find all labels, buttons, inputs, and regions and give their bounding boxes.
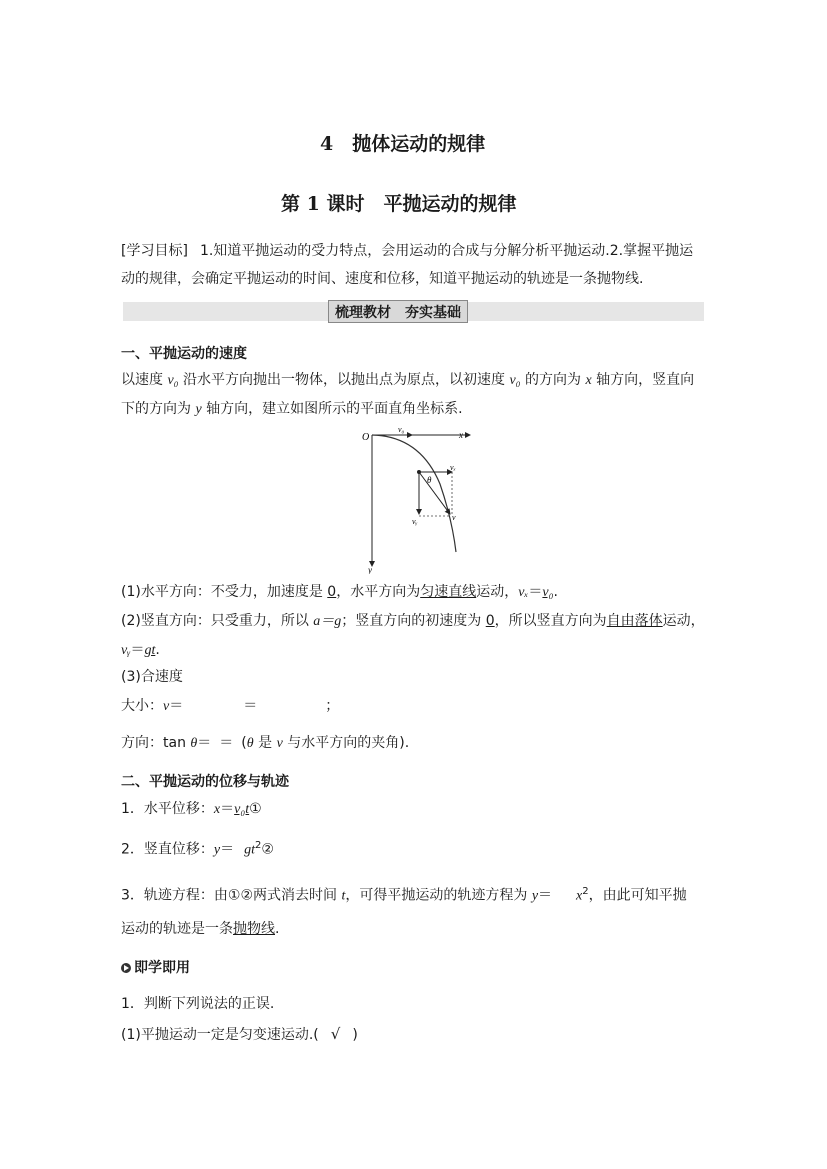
item-3: (3)合速度 bbox=[121, 669, 183, 685]
y-symbol: y bbox=[195, 402, 202, 417]
theta-label: θ bbox=[427, 475, 432, 485]
v-label: v bbox=[452, 513, 456, 522]
text: 下的方向为 bbox=[121, 401, 196, 417]
v0-symbol: v₀ bbox=[509, 373, 521, 388]
theta-symbol: θ bbox=[190, 736, 198, 751]
particle-point bbox=[417, 470, 421, 474]
text: (1)水平方向：不受力，加速度是 bbox=[121, 584, 328, 600]
text: 运动， bbox=[662, 613, 705, 629]
projectile-diagram bbox=[360, 424, 480, 574]
item-2-cont bbox=[121, 640, 160, 661]
text: . bbox=[275, 921, 280, 937]
equals: ＝ bbox=[538, 887, 553, 904]
practice-heading bbox=[121, 957, 190, 977]
item-1 bbox=[121, 582, 558, 603]
origin-label: O bbox=[362, 432, 370, 443]
objectives-line-2: 动的规律，会确定平抛运动的时间、速度和位移，知道平抛运动的轨迹是一条抛物线. bbox=[121, 271, 644, 287]
banner-box bbox=[328, 300, 468, 323]
banner-left: 梳理教材 bbox=[335, 304, 391, 321]
superscript: 2 bbox=[582, 886, 589, 897]
label: 大小： bbox=[121, 698, 163, 714]
theta-symbol: θ bbox=[246, 736, 254, 751]
lesson-title: 第 1 课时 平抛运动的规律 bbox=[281, 193, 517, 215]
vx-symbol: vₓ bbox=[518, 585, 529, 600]
answer-parabola: 抛物线 bbox=[233, 921, 275, 937]
y-label: y bbox=[368, 565, 372, 574]
answer-zero: 0 bbox=[485, 613, 495, 629]
equals: ＝ bbox=[130, 642, 145, 658]
equals: ＝ bbox=[220, 841, 235, 858]
x-symbol: x bbox=[585, 373, 592, 388]
text: 轴方向，建立如图所示的平面直角坐标系. bbox=[201, 401, 463, 417]
text: (2)竖直方向：只受重力，所以 bbox=[121, 613, 314, 629]
v-arrow bbox=[419, 472, 450, 514]
equals: ＝ bbox=[197, 735, 212, 751]
objectives-text-1: 1.知道平抛运动的受力特点，会用运动的合成与分解分析平抛运动.2.掌握平抛运 bbox=[199, 243, 694, 259]
trajectory-conclusion bbox=[121, 919, 279, 939]
trajectory-curve bbox=[372, 435, 456, 552]
play-circle-icon bbox=[121, 963, 131, 973]
answer-free-fall: 自由落体 bbox=[606, 613, 663, 629]
equals: ＝ bbox=[169, 698, 184, 714]
semicolon: ； bbox=[325, 698, 340, 714]
text: ，可得平抛运动的轨迹方程为 bbox=[345, 887, 532, 904]
text: 沿水平方向抛出一物体，以抛出点为原点，以初速度 bbox=[178, 372, 510, 388]
text: 运动的轨迹是一条 bbox=[121, 921, 233, 937]
objectives-line-1 bbox=[121, 241, 693, 261]
chapter-title: 4 抛体运动的规律 bbox=[320, 133, 486, 155]
eq-number-2: ② bbox=[261, 841, 274, 858]
answer-zero: 0 bbox=[327, 584, 337, 600]
practice-heading-text: 即学即用 bbox=[134, 960, 190, 976]
text: 是 bbox=[258, 735, 273, 751]
text: 轴方向，竖直向 bbox=[591, 372, 695, 388]
equals: ＝ bbox=[243, 698, 258, 714]
x-symbol: x bbox=[213, 802, 221, 817]
text: . bbox=[155, 642, 160, 658]
speed-direction bbox=[121, 733, 409, 754]
y-symbol: y bbox=[213, 842, 221, 858]
banner-right: 夯实基础 bbox=[405, 304, 461, 321]
speed-magnitude bbox=[121, 696, 339, 717]
answer-uniform-motion: 匀速直线 bbox=[420, 584, 477, 600]
label: 方向： bbox=[121, 735, 163, 751]
text: (1)平抛运动一定是匀变速运动.( bbox=[121, 1027, 319, 1043]
check-mark: √ bbox=[330, 1025, 341, 1043]
eq-number-1: ① bbox=[249, 801, 262, 817]
v0-symbol: v₀ bbox=[167, 373, 179, 388]
t-symbol: t bbox=[341, 888, 346, 904]
section-1-intro-line-2 bbox=[121, 399, 463, 420]
item-2 bbox=[121, 611, 705, 632]
text: 3．轨迹方程：由①②两式消去时间 bbox=[121, 887, 342, 904]
vy-label: vᵧ bbox=[412, 517, 418, 526]
v-symbol: v bbox=[163, 699, 170, 714]
a-equals-g: a＝g bbox=[313, 614, 342, 629]
y-symbol: y bbox=[531, 888, 539, 904]
text: ) bbox=[352, 1027, 358, 1043]
text: 以速度 bbox=[121, 372, 168, 388]
text: 1．水平位移： bbox=[121, 801, 214, 817]
trajectory-equation bbox=[121, 882, 687, 907]
answer-gt: gt bbox=[144, 643, 156, 658]
text: ，水平方向为 bbox=[336, 584, 421, 600]
section-banner bbox=[123, 302, 704, 321]
vx-label: vₓ bbox=[450, 463, 456, 472]
text: . bbox=[553, 584, 558, 600]
superscript: 2 bbox=[255, 840, 262, 851]
objectives-label: [学习目标] bbox=[121, 243, 188, 259]
vy-symbol: vᵧ bbox=[121, 643, 131, 658]
equals: ＝ bbox=[220, 801, 235, 817]
paren: ( bbox=[241, 735, 247, 751]
v-symbol: v bbox=[276, 736, 283, 751]
text: ；竖直方向的初速度为 bbox=[341, 613, 486, 629]
equals: ＝ bbox=[528, 584, 543, 600]
text: 与水平方向的夹角). bbox=[287, 735, 410, 751]
tan: tan bbox=[163, 735, 186, 751]
text: ，所以竖直方向为 bbox=[494, 613, 607, 629]
answer-v0t: v₀t bbox=[234, 802, 250, 817]
section-2-heading: 二、平抛运动的位移与轨迹 bbox=[121, 774, 289, 790]
horizontal-displacement bbox=[121, 799, 262, 820]
x-symbol: x bbox=[576, 888, 583, 904]
vertical-displacement bbox=[121, 836, 274, 861]
text: 2．竖直位移： bbox=[121, 841, 214, 858]
gt-symbol: gt bbox=[244, 842, 256, 858]
section-1-heading: 一、平抛运动的速度 bbox=[121, 346, 247, 362]
question-1: 1．判断下列说法的正误. bbox=[121, 996, 275, 1012]
equals: ＝ bbox=[219, 735, 234, 751]
answer-v0: v₀ bbox=[542, 585, 554, 600]
question-1-1 bbox=[121, 1024, 358, 1045]
x-label: x bbox=[459, 430, 463, 440]
text: 运动， bbox=[476, 584, 519, 600]
section-1-intro-line-1 bbox=[121, 370, 694, 391]
text: 的方向为 bbox=[520, 372, 586, 388]
text: ，由此可知平抛 bbox=[588, 887, 687, 904]
v0-label: v₀ bbox=[398, 425, 405, 434]
